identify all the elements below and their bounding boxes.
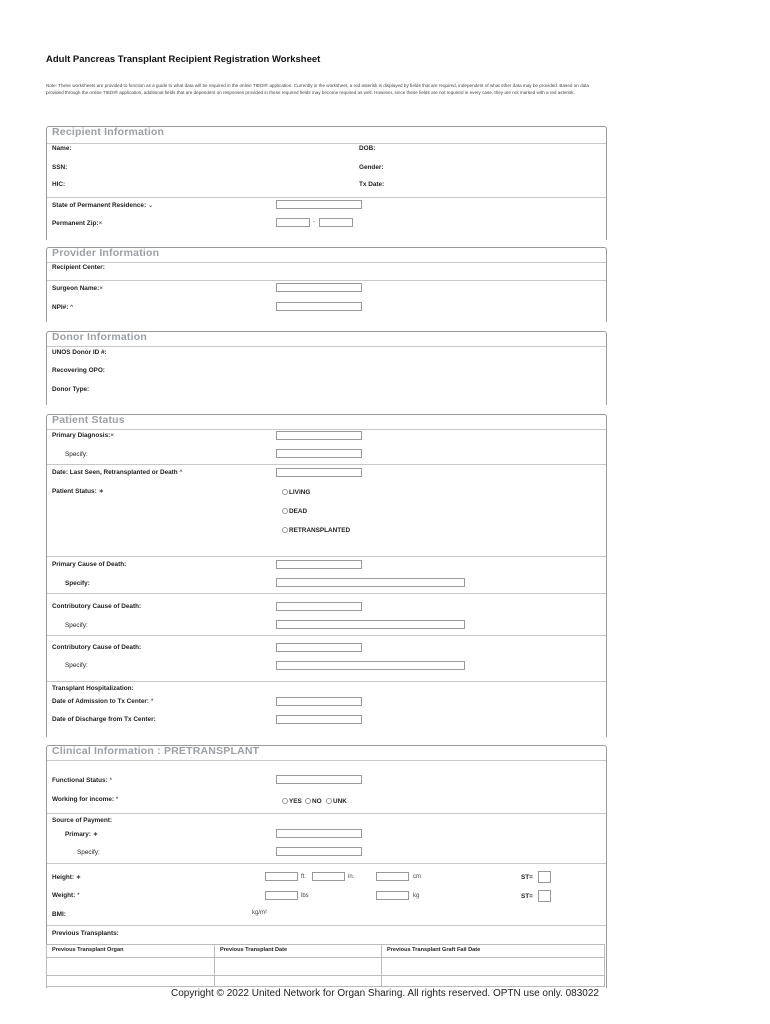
divider (47, 197, 606, 198)
contributory-1-specify-label: Specify: (65, 622, 88, 629)
payment-specify-label: Specify: (77, 849, 100, 856)
ssn-label: SSN: (52, 164, 68, 171)
row-divider (47, 957, 604, 958)
recipient-section (46, 126, 607, 240)
contributory-2-specify-input[interactable] (276, 661, 465, 670)
patient-status-section-title: Patient Status (52, 414, 125, 426)
zip-extension-input[interactable] (319, 218, 353, 227)
primary-cause-death-input[interactable] (276, 560, 362, 569)
contributory-cause-2-label: Contributory Cause of Death: (52, 644, 142, 651)
diagnosis-specify-input[interactable] (276, 449, 362, 458)
note-text: Note: These worksheets are provided to function as a guide to what data will be required in the online TIEDI® application. Currently in the worksheet, a red asterisk is displayed by fields that are required, independent of what other data may be provided. Based on data provided through the online TIEDI® application, additional fields that are dependent on responses provided in these required fields may become required as well. However, since these fields are not required in every case, they are not marked with a red asterisk. (46, 83, 590, 95)
payment-source-label: Source of Payment: (52, 817, 113, 824)
column-divider (381, 945, 382, 986)
height-ft-input[interactable] (265, 872, 298, 881)
row-divider (47, 975, 604, 976)
discharge-date-input[interactable] (276, 715, 362, 724)
height-st-checkbox[interactable] (538, 871, 551, 883)
donor-section-title: Donor Information (52, 331, 147, 343)
divider (47, 346, 606, 347)
height-cm-input[interactable] (376, 872, 409, 881)
working-no-radio[interactable]: NO (305, 798, 322, 805)
weight-label: Weight: * (52, 892, 80, 899)
dob-label: DOB: (359, 145, 376, 152)
diagnosis-specify-label: Specify: (65, 451, 88, 458)
copyright-footer: Copyright © 2022 United Network for Organ Sharing. All rights reserved. OPTN use only. 083022 (171, 988, 599, 999)
radio-icon (282, 527, 288, 533)
state-residence-label: State of Permanent Residence: ⌄ (52, 202, 154, 209)
functional-status-input[interactable] (276, 775, 362, 784)
surgeon-name-label: Surgeon Name:× (52, 285, 103, 292)
weight-kg-input[interactable] (376, 891, 409, 900)
table-header-graft-fail-date: Previous Transplant Graft Fail Date (387, 947, 481, 953)
height-in-input[interactable] (312, 872, 345, 881)
primary-diagnosis-label: Primary Diagnosis:× (52, 432, 114, 439)
zip-input[interactable] (276, 218, 310, 227)
divider (47, 143, 606, 144)
admission-date-input[interactable] (276, 697, 362, 706)
divider (47, 429, 606, 430)
radio-icon (282, 798, 288, 804)
functional-status-label: Functional Status: * (52, 777, 113, 784)
divider (47, 760, 606, 761)
donor-type-label: Donor Type: (52, 386, 90, 393)
cm-unit: cm (413, 874, 421, 880)
date-last-seen-label: Date: Last Seen, Retransplanted or Death ^ (52, 469, 183, 476)
kg-unit: kg (413, 893, 420, 899)
divider (47, 863, 606, 864)
surgeon-name-input[interactable] (276, 283, 362, 292)
transplant-hospitalization-label: Transplant Hospitalization: (52, 685, 134, 692)
divider (47, 635, 606, 636)
divider (47, 813, 606, 814)
payment-specify-input[interactable] (276, 847, 362, 856)
primary-diagnosis-input[interactable] (276, 431, 362, 440)
divider (47, 464, 606, 465)
permanent-zip-label: Permanent Zip:× (52, 220, 103, 227)
bmi-label: BMI: (52, 911, 66, 918)
working-yes-radio[interactable]: YES (282, 798, 302, 805)
primary-cause-specify-input[interactable] (276, 578, 465, 587)
recipient-section-title: Recipient Information (52, 126, 165, 138)
primary-cause-death-label: Primary Cause of Death: (52, 561, 127, 568)
donor-id-label: UNOS Donor ID #: (52, 349, 107, 356)
divider (47, 262, 606, 263)
hic-label: HIC: (52, 181, 66, 188)
tx-date-label: Tx Date: (359, 181, 385, 188)
working-unk-radio[interactable]: UNK (326, 798, 347, 805)
divider (47, 681, 606, 682)
recovering-opo-label: Recovering OPO: (52, 367, 105, 374)
radio-icon (282, 489, 288, 495)
lbs-unit: lbs (301, 893, 309, 899)
provider-section-title: Provider Information (52, 247, 160, 259)
table-header-organ: Previous Transplant Organ (52, 947, 124, 953)
contributory-1-specify-input[interactable] (276, 620, 465, 629)
payment-primary-input[interactable] (276, 829, 362, 838)
status-dead-radio[interactable]: DEAD (282, 508, 307, 515)
contributory-cause-2-input[interactable] (276, 643, 362, 652)
date-last-seen-input[interactable] (276, 468, 362, 477)
patient-status-section (46, 414, 607, 737)
divider (47, 280, 606, 281)
contributory-cause-1-input[interactable] (276, 602, 362, 611)
weight-st-checkbox[interactable] (538, 890, 551, 902)
donor-section (46, 331, 607, 405)
name-label: Name: (52, 145, 72, 152)
divider (47, 593, 606, 594)
clinical-section-title: Clinical Information : PRETRANSPLANT (52, 745, 260, 757)
state-residence-input[interactable] (276, 200, 362, 209)
radio-icon (305, 798, 311, 804)
provider-section (46, 247, 607, 322)
payment-primary-label: Primary: ∗ (65, 831, 99, 838)
radio-icon (282, 508, 288, 514)
height-label: Height: ∗ (52, 874, 82, 881)
height-st-label: ST= (521, 874, 533, 881)
column-divider (214, 945, 215, 986)
ft-unit: ft. (301, 874, 307, 880)
npi-input[interactable] (276, 302, 362, 311)
divider (47, 925, 606, 926)
weight-st-label: ST= (521, 893, 533, 900)
discharge-date-label: Date of Discharge from Tx Center: (52, 716, 156, 723)
page-title: Adult Pancreas Transplant Recipient Registration Worksheet (46, 54, 321, 65)
contributory-cause-1-label: Contributory Cause of Death: (52, 603, 142, 610)
table-header-date: Previous Transplant Date (220, 947, 288, 953)
zip-separator: - (313, 219, 315, 225)
radio-icon (326, 798, 332, 804)
admission-date-label: Date of Admission to Tx Center: * (52, 698, 154, 705)
npi-label: NPI#: ^ (52, 304, 74, 311)
bmi-unit: kg/m² (252, 910, 267, 916)
weight-lbs-input[interactable] (265, 891, 298, 900)
patient-status-label: Patient Status: ∗ (52, 488, 104, 495)
contributory-2-specify-label: Specify: (65, 662, 88, 669)
previous-transplants-label: Previous Transplants: (52, 930, 119, 937)
divider (47, 556, 606, 557)
status-retransplanted-radio[interactable]: RETRANSPLANTED (282, 527, 350, 534)
gender-label: Gender: (359, 164, 384, 171)
working-income-label: Working for income: * (52, 796, 119, 803)
previous-transplants-table (46, 944, 605, 987)
in-unit: in. (348, 874, 355, 880)
primary-cause-specify-label: Specify: (65, 580, 90, 587)
recipient-center-label: Recipient Center: (52, 264, 105, 271)
status-living-radio[interactable]: LIVING (282, 489, 310, 496)
